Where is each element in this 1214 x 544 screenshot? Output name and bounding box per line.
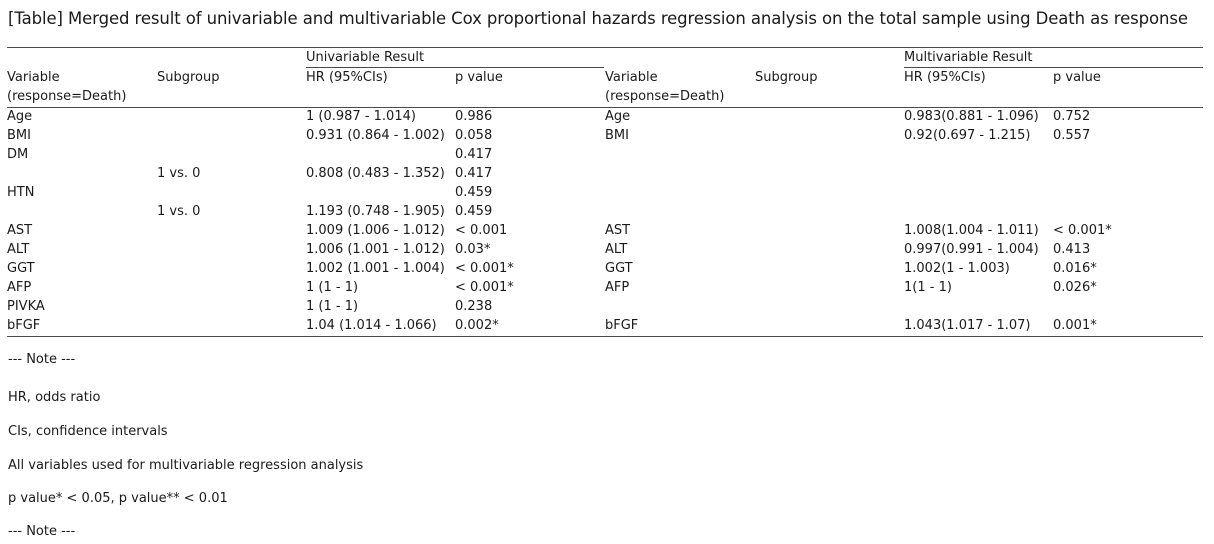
multi-hr-cell: 1.002(1 - 1.003) xyxy=(904,261,1010,276)
note-line: CIs, confidence intervals xyxy=(8,424,168,439)
uni-p-cell: 0.986 xyxy=(455,109,493,124)
uni-variable-header: Variable xyxy=(7,70,60,85)
uni-p-cell: < 0.001* xyxy=(455,261,514,276)
uni-hr-cell: 1.006 (1.001 - 1.012) xyxy=(306,242,445,257)
uni-hr-cell: 1.009 (1.006 - 1.012) xyxy=(306,223,445,238)
uni-variable-cell: ALT xyxy=(7,242,30,257)
uni-p-cell: 0.417 xyxy=(455,166,493,181)
multi-p-cell: 0.016* xyxy=(1053,261,1097,276)
note-line: --- Note --- xyxy=(8,524,76,539)
uni-hr-cell: 1 (1 - 1) xyxy=(306,299,359,314)
uni-variable-cell: AST xyxy=(7,223,33,238)
multi-variable-cell: bFGF xyxy=(605,318,639,333)
uni-variable-cell: BMI xyxy=(7,128,31,143)
multi-p-cell: 0.557 xyxy=(1053,128,1091,143)
uni-hr-cell: 0.808 (0.483 - 1.352) xyxy=(306,166,445,181)
uni-hr-cell: 1 (1 - 1) xyxy=(306,280,359,295)
multi-hr-cell: 1(1 - 1) xyxy=(904,280,952,295)
table-title: [Table] Merged result of univariable and multivariable Cox proportional hazards regression analysis on the total sample using Death as response xyxy=(8,9,1188,28)
multi-p-cell: 0.001* xyxy=(1053,318,1097,333)
uni-p-header: p value xyxy=(455,70,503,85)
uni-variable-cell: Age xyxy=(7,109,33,124)
multi-hr-cell: 0.997(0.991 - 1.004) xyxy=(904,242,1039,257)
uni-p-cell: 0.459 xyxy=(455,185,493,200)
uni-variable-cell: bFGF xyxy=(7,318,41,333)
uni-variable-subheader: (response=Death) xyxy=(7,89,127,104)
multi-variable-cell: GGT xyxy=(605,261,633,276)
uni-hr-cell: 1 (0.987 - 1.014) xyxy=(306,109,416,124)
note-line: HR, odds ratio xyxy=(8,390,101,405)
uni-variable-cell: PIVKA xyxy=(7,299,45,314)
uni-p-cell: < 0.001* xyxy=(455,280,514,295)
uni-hr-cell: 1.04 (1.014 - 1.066) xyxy=(306,318,437,333)
note-line: --- Note --- xyxy=(8,352,76,367)
uni-variable-cell: DM xyxy=(7,147,29,162)
multi-p-cell: 0.026* xyxy=(1053,280,1097,295)
multi-p-header: p value xyxy=(1053,70,1101,85)
multi-hr-cell: 0.92(0.697 - 1.215) xyxy=(904,128,1031,143)
uni-variable-cell: HTN xyxy=(7,185,35,200)
multi-variable-cell: AFP xyxy=(605,280,630,295)
multi-subgroup-header: Subgroup xyxy=(755,70,818,85)
multi-variable-cell: ALT xyxy=(605,242,628,257)
uni-subgroup-cell: 1 vs. 0 xyxy=(157,166,201,181)
multi-variable-header: Variable xyxy=(605,70,658,85)
multi-p-cell: 0.413 xyxy=(1053,242,1091,257)
multi-p-cell: 0.752 xyxy=(1053,109,1091,124)
uni-p-cell: 0.058 xyxy=(455,128,493,143)
uni-p-cell: 0.03* xyxy=(455,242,491,257)
uni-p-cell: 0.238 xyxy=(455,299,493,314)
uni-p-cell: 0.002* xyxy=(455,318,499,333)
multi-p-cell: < 0.001* xyxy=(1053,223,1112,238)
note-line: p value* < 0.05, p value** < 0.01 xyxy=(8,491,228,506)
multi-variable-cell: Age xyxy=(605,109,631,124)
note-line: All variables used for multivariable regression analysis xyxy=(8,458,364,473)
uni-subgroup-header: Subgroup xyxy=(157,70,220,85)
uni-p-cell: 0.459 xyxy=(455,204,493,219)
uni-p-cell: < 0.001 xyxy=(455,223,508,238)
uni-subgroup-cell: 1 vs. 0 xyxy=(157,204,201,219)
uni-p-cell: 0.417 xyxy=(455,147,493,162)
uni-hr-cell: 1.002 (1.001 - 1.004) xyxy=(306,261,445,276)
multi-hr-header: HR (95%CIs) xyxy=(904,70,986,85)
multivariable-group-header: Multivariable Result xyxy=(904,50,1033,65)
multi-hr-cell: 0.983(0.881 - 1.096) xyxy=(904,109,1039,124)
multi-variable-cell: AST xyxy=(605,223,631,238)
multi-hr-cell: 1.008(1.004 - 1.011) xyxy=(904,223,1039,238)
uni-hr-cell: 1.193 (0.748 - 1.905) xyxy=(306,204,445,219)
univariable-group-header: Univariable Result xyxy=(306,50,425,65)
uni-variable-cell: GGT xyxy=(7,261,35,276)
uni-hr-header: HR (95%CIs) xyxy=(306,70,388,85)
uni-hr-cell: 0.931 (0.864 - 1.002) xyxy=(306,128,445,143)
multi-hr-cell: 1.043(1.017 - 1.07) xyxy=(904,318,1031,333)
uni-variable-cell: AFP xyxy=(7,280,32,295)
multi-variable-subheader: (response=Death) xyxy=(605,89,725,104)
multi-variable-cell: BMI xyxy=(605,128,629,143)
table-bottom-rule xyxy=(7,336,1203,337)
